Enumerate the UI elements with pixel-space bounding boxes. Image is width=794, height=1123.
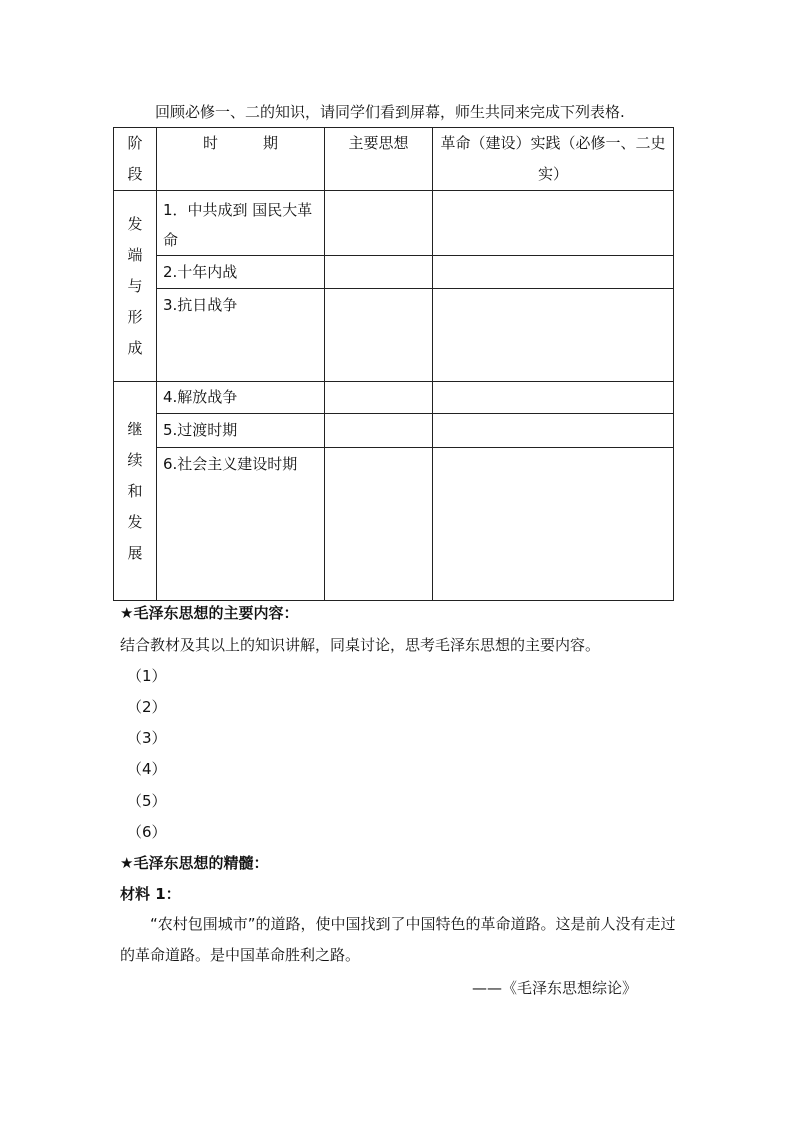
material-label: 材料 1： [120,885,181,903]
stage-char: 发 [127,214,143,233]
stage-char: 继 [127,419,143,438]
stage-origin-cell [114,191,157,382]
table-row [114,191,674,256]
thought-cell[interactable] [325,414,433,448]
stage-development-cell [114,382,157,601]
period-cell: 2.十年内战 [157,256,325,289]
stage-char: 形 [127,307,143,326]
material-text: “农村包围城市”的道路，使中国找到了中国特色的革命道路。这是前人没有走过的革命道路。是中国革命胜利之路。 [120,915,676,964]
stage-char: 发 [127,512,143,531]
thought-cell[interactable] [325,448,433,601]
table-header-row [114,128,674,191]
practice-cell[interactable] [433,191,674,256]
practice-cell[interactable] [433,382,674,414]
answer-item: （4） [127,760,167,778]
thought-cell[interactable] [325,382,433,414]
table-row [114,382,674,414]
period-cell: 6.社会主义建设时期 [157,448,325,601]
period-cell: 3.抗日战争 [157,289,325,382]
thought-cell[interactable] [325,191,433,256]
thought-cell[interactable] [325,289,433,382]
section-heading-essence: ★毛泽东思想的精髓： [120,854,269,872]
period-cell: 5.过渡时期 [157,414,325,448]
answer-item: （3） [127,729,167,747]
review-table [113,127,674,601]
header-period: 时 期 [157,128,325,191]
table-row [114,448,674,601]
period-cell: 4.解放战争 [157,382,325,414]
stage-char: 与 [127,276,143,295]
answer-item: （1） [127,667,167,685]
table-row [114,289,674,382]
practice-cell[interactable] [433,256,674,289]
stage-char: 成 [127,338,143,357]
table-row [114,414,674,448]
period-cell: 1．中共成到 国民大革命 [157,191,325,256]
header-thought: 主要思想 [325,128,433,191]
practice-cell[interactable] [433,289,674,382]
header-stage [114,128,157,191]
stage-char: 续 [127,450,143,469]
header-practice: 革命（建设）实践（必修一、二史实） [433,128,674,191]
section-heading-main-content: ★毛泽东思想的主要内容： [120,604,299,622]
thought-cell[interactable] [325,256,433,289]
header-stage-char: 段 [127,165,143,183]
stage-char: 端 [127,245,143,264]
header-stage-char: 阶 [127,134,143,152]
practice-cell[interactable] [433,414,674,448]
instruction-text: 结合教材及其以上的知识讲解，同桌讨论，思考毛泽东思想的主要内容。 [120,636,601,654]
answer-item: （6） [127,823,167,841]
table-row [114,256,674,289]
material-citation: ——《毛泽东思想综论》 [472,979,638,997]
answer-item: （5） [127,792,167,810]
stage-char: 和 [127,481,143,500]
intro-text: 回顾必修一、二的知识，请同学们看到屏幕，师生共同来完成下列表格. [155,103,625,121]
answer-item: （2） [127,698,167,716]
stage-char: 展 [127,543,143,562]
practice-cell[interactable] [433,448,674,601]
